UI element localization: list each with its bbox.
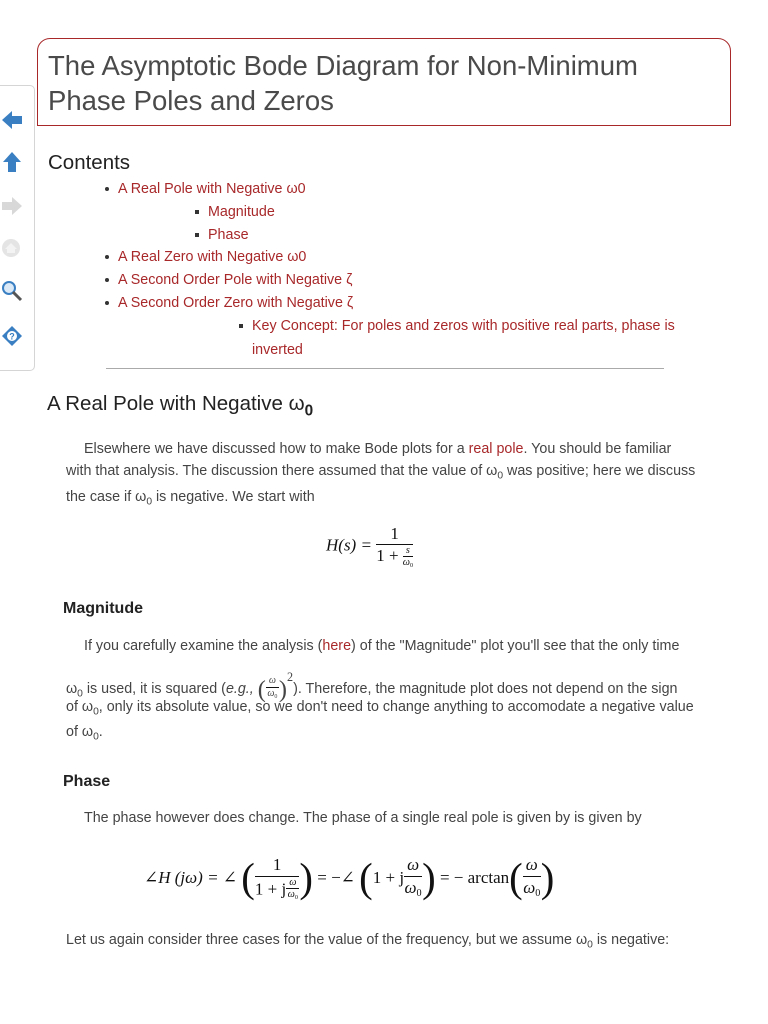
omega: ω (267, 688, 275, 700)
back-arrow-icon[interactable] (0, 108, 24, 134)
bullet-icon (105, 278, 109, 282)
fraction (376, 524, 413, 569)
toc-link-phase[interactable]: Phase (208, 227, 249, 243)
left-paren: ( (509, 855, 523, 901)
subscript: 0 (535, 887, 541, 899)
text: with that analysis. The discussion there assumed that the value of ω (66, 463, 498, 479)
paragraph-line (66, 930, 669, 956)
right-paren: ) (422, 855, 436, 901)
numerator (286, 877, 299, 889)
denominator (286, 889, 299, 904)
here-link[interactable]: here (322, 638, 352, 654)
text: If you carefully examine the analysis ( (84, 638, 323, 654)
right-paren: ) (299, 855, 313, 901)
paragraph-line (66, 722, 103, 748)
section-heading-subscript: 0 (304, 402, 314, 420)
equation-lhs: H(s) = (326, 535, 372, 555)
toc-link-key-concept[interactable]: Key Concept: For poles and zeros with positive real parts, phase is (252, 318, 675, 334)
forward-arrow-icon[interactable] (0, 194, 24, 220)
right-paren: ) (540, 855, 555, 901)
omega: ω (402, 557, 410, 568)
paragraph-line (84, 636, 679, 656)
text: is negative: (592, 932, 670, 948)
text: e.g., (225, 681, 254, 697)
magnitude-heading: Magnitude (63, 600, 143, 617)
text: = −∠ (317, 868, 355, 887)
paragraph-line (84, 439, 671, 459)
paragraph-line: The phase however does change. The phase of a single real pole is given by is given by (84, 810, 642, 826)
left-paren: ( (241, 855, 255, 901)
toc-link-real-zero[interactable]: A Real Zero with Negative ω0 (118, 249, 307, 265)
bullet-icon (239, 324, 243, 328)
text: , only its absolute value, so we don't need to change anything to accomodate a negative value (98, 699, 694, 715)
left-paren: ( (257, 676, 266, 703)
numerator (266, 675, 279, 688)
navigation-sidebar (0, 85, 35, 371)
transfer-function-equation (326, 524, 413, 569)
title-box (37, 38, 731, 126)
subscript: 0 (274, 694, 278, 701)
toc-link-key-concept-cont[interactable]: inverted (252, 342, 303, 358)
omega: ω (268, 675, 276, 687)
subscript: 0 (77, 688, 83, 700)
page-title-line2: Phase Poles and Zeros (48, 85, 334, 116)
subscript: 0 (416, 887, 422, 899)
fraction (404, 854, 422, 905)
bullet-icon (195, 233, 199, 237)
text: ). Therefore, the magnitude plot does not depend on the sign (293, 681, 678, 697)
right-paren: ) (278, 676, 287, 703)
numerator: 1 (255, 854, 300, 877)
text: of ω (66, 724, 94, 740)
toc-link-second-order-pole[interactable]: A Second Order Pole with Negative ζ (118, 272, 353, 288)
numerator (403, 545, 413, 557)
contents-heading: Contents (48, 151, 131, 174)
omega: ω (289, 877, 297, 889)
omega: ω (66, 681, 78, 697)
fraction (255, 854, 300, 904)
text: ) of the "Magnitude" plot you'll see that the only time (351, 638, 680, 654)
subscript: 0 (93, 731, 99, 743)
text: the case if ω (66, 489, 147, 505)
equation-lhs: ∠H (jω) = ∠ (144, 868, 238, 887)
fraction (523, 854, 541, 905)
omega: ω (287, 889, 295, 901)
divider (106, 368, 664, 369)
numerator (404, 854, 422, 877)
toc-link-real-pole[interactable]: A Real Pole with Negative ω0 (118, 181, 306, 197)
text: 1 + (376, 545, 403, 565)
text: 1 + j (254, 879, 287, 899)
text: 1 + j (372, 868, 405, 887)
text: Let us again consider three cases for the value of the frequency, but we assume ω (66, 932, 588, 948)
variable-s: s (405, 545, 410, 556)
bullet-icon (195, 210, 199, 214)
bullet-icon (105, 255, 109, 259)
real-pole-link[interactable]: real pole (468, 441, 524, 457)
denominator (404, 877, 422, 905)
omega: ω (407, 854, 420, 874)
fraction (403, 545, 413, 569)
help-icon[interactable] (0, 324, 24, 350)
text: of ω (66, 699, 94, 715)
exponent: 2 (287, 670, 294, 684)
section-heading-real-pole (47, 392, 313, 420)
fraction (286, 877, 299, 904)
text: . (98, 724, 103, 740)
omega: ω (404, 877, 417, 897)
numerator (523, 854, 541, 877)
paragraph-line (66, 461, 695, 487)
subscript: 0 (409, 562, 414, 569)
bullet-icon (105, 187, 109, 191)
text: is used, it is squared ( (82, 681, 226, 697)
toc-link-magnitude[interactable]: Magnitude (208, 204, 275, 220)
up-arrow-icon[interactable] (0, 150, 24, 176)
phase-equation (144, 848, 554, 908)
text: . You should be familiar (523, 441, 672, 457)
paragraph-line (66, 487, 315, 513)
left-paren: ( (359, 855, 373, 901)
subscript: 0 (294, 895, 298, 901)
phase-heading: Phase (63, 773, 111, 790)
section-heading-text: A Real Pole with Negative ω (47, 392, 305, 415)
omega: ω (525, 854, 538, 874)
denominator (523, 877, 541, 905)
toc-link-second-order-zero[interactable]: A Second Order Zero with Negative ζ (118, 295, 354, 311)
search-icon[interactable] (0, 279, 24, 305)
svg-text:?: ? (9, 331, 15, 342)
subscript: 0 (146, 496, 153, 508)
denominator (255, 877, 300, 904)
text: Elsewhere we have discussed how to make Bode plots for a (84, 441, 469, 457)
page-title-line1: The Asymptotic Bode Diagram for Non-Minimum (48, 50, 638, 81)
subscript: 0 (497, 470, 504, 482)
denominator (376, 545, 413, 569)
subscript: 0 (93, 706, 99, 718)
denominator (403, 557, 413, 569)
text: was positive; here we discuss (503, 463, 696, 479)
bullet-icon (105, 301, 109, 305)
numerator: 1 (376, 524, 413, 545)
text: = − arctan (439, 868, 510, 887)
omega: ω (523, 877, 536, 897)
home-icon[interactable] (0, 236, 24, 262)
text: is negative. We start with (152, 489, 315, 505)
paragraph-line (66, 697, 694, 723)
page-title (48, 48, 638, 118)
subscript: 0 (587, 939, 593, 951)
